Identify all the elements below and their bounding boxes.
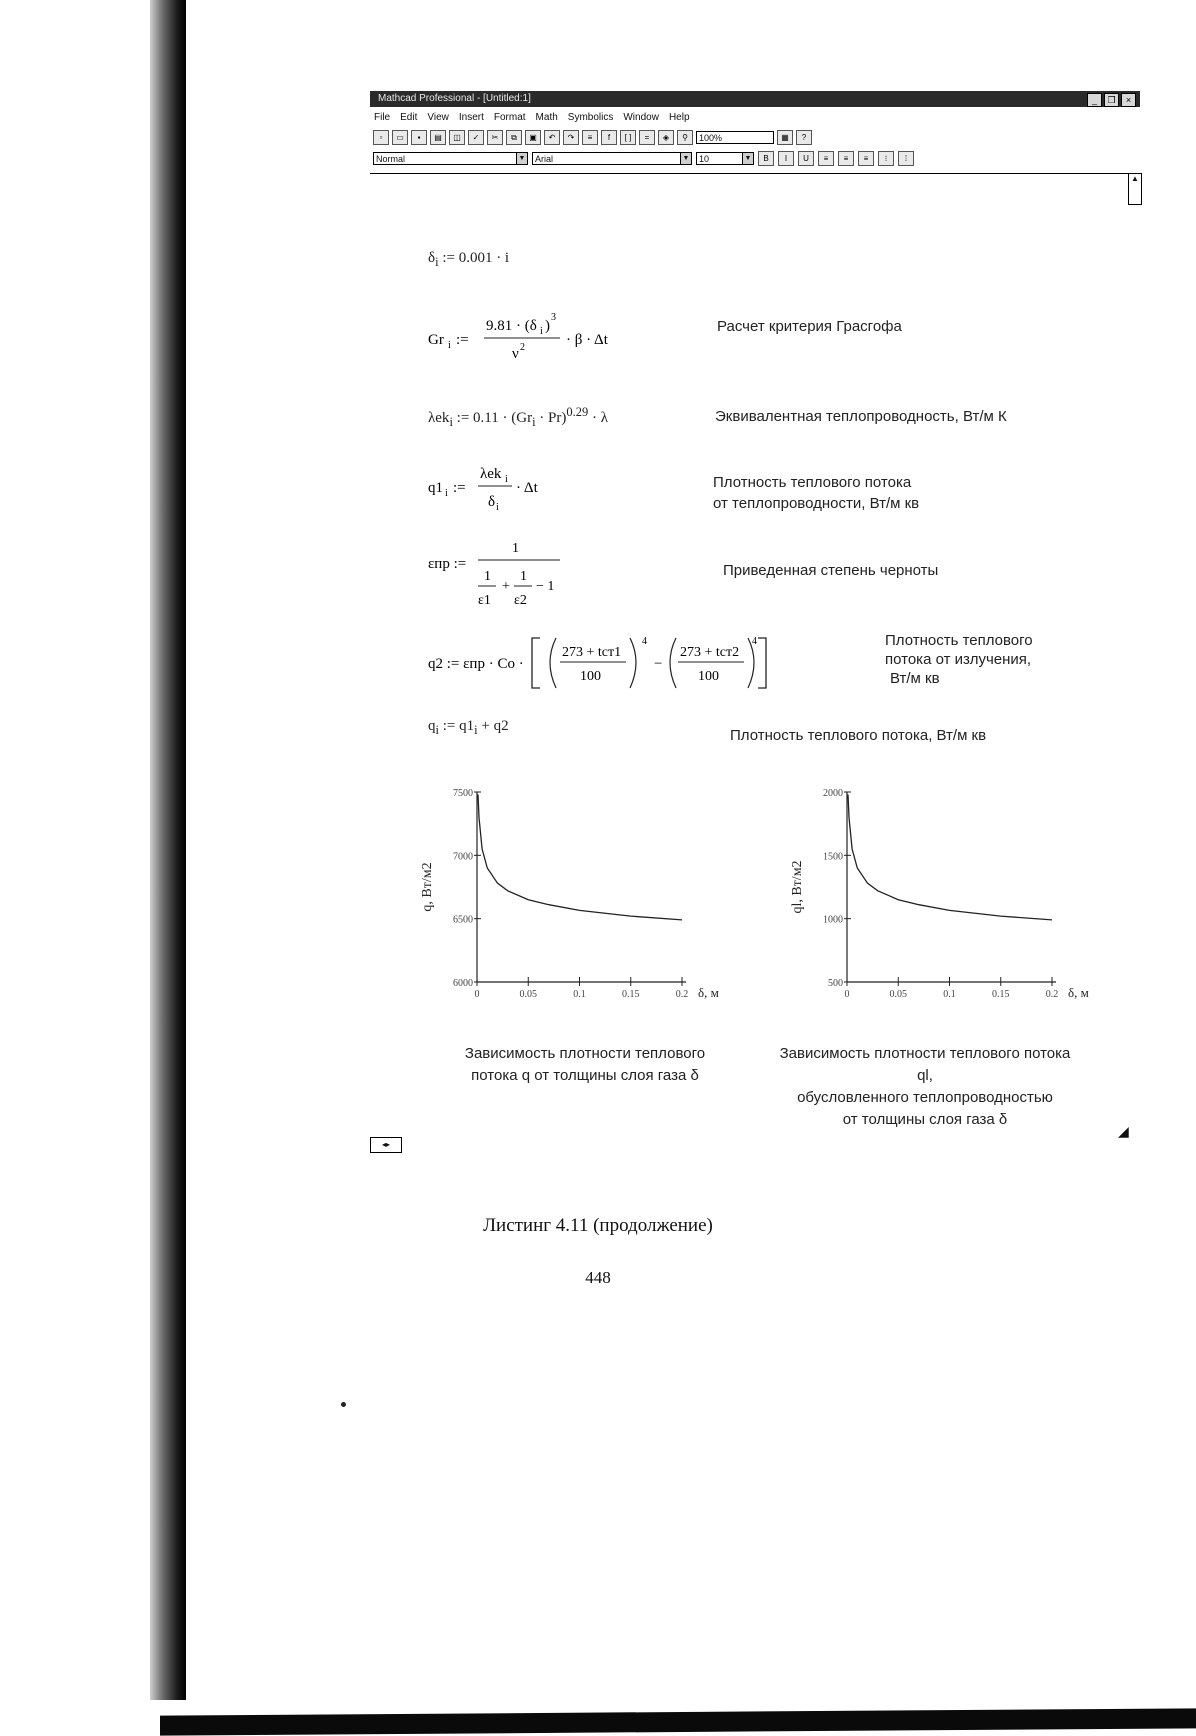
chevron-down-icon: ▼ — [516, 153, 527, 164]
menu-window[interactable]: Window — [623, 112, 659, 123]
menu-edit[interactable]: Edit — [400, 112, 418, 123]
svg-text:9.81 · (δ: 9.81 · (δ — [486, 318, 537, 334]
menu-symbolics[interactable]: Symbolics — [567, 112, 614, 123]
note-q2-line3[interactable]: Вт/м кв — [890, 670, 940, 687]
y-tick-label: 1500 — [823, 851, 843, 863]
svg-text:λek: λek — [480, 466, 502, 482]
help-icon[interactable]: ? — [796, 130, 812, 145]
svg-text:273 + tст1: 273 + tст1 — [562, 645, 622, 660]
bold-icon[interactable]: B — [758, 151, 774, 166]
menu-file[interactable]: File — [374, 112, 391, 123]
svg-text:ν: ν — [512, 346, 519, 362]
align-icon[interactable]: ≡ — [582, 130, 598, 145]
window-title: Mathcad Professional - [Untitled:1] — [378, 93, 531, 104]
x-tick-label: 0.05 — [519, 989, 537, 1000]
svg-text:q1: q1 — [428, 480, 443, 496]
x-tick-label: 0.1 — [943, 989, 956, 1000]
note-q1-line2[interactable]: от теплопроводности, Вт/м кв — [713, 495, 920, 512]
align-left-icon[interactable]: ≡ — [818, 151, 834, 166]
font-value: Arial — [535, 154, 554, 164]
caption-left-line1: Зависимость плотности теплового — [464, 1045, 706, 1062]
close-button[interactable]: × — [1121, 93, 1136, 107]
zoom-select[interactable]: 100% — [696, 131, 774, 144]
minimize-button[interactable]: _ — [1087, 93, 1102, 107]
caption-left-line2: потока q от толщины слоя газа δ — [471, 1067, 699, 1084]
caption-right — [760, 1043, 1090, 1131]
menu-format[interactable]: Format — [493, 112, 526, 123]
svg-text:4: 4 — [752, 636, 757, 647]
svg-text:1: 1 — [484, 569, 491, 584]
series-line — [848, 795, 1052, 920]
component-icon[interactable]: ◈ — [658, 130, 674, 145]
svg-text:εпр :=: εпр := — [428, 556, 467, 572]
formatting-toolbar — [370, 150, 1140, 167]
x-tick-label: 0.1 — [573, 989, 586, 1000]
svg-text:2: 2 — [520, 342, 525, 353]
calculate-icon[interactable]: = — [639, 130, 655, 145]
chevron-down-icon: ▼ — [680, 153, 691, 164]
caption-right-line1: Зависимость плотности теплового потока — [779, 1045, 1071, 1062]
svg-text:1: 1 — [512, 541, 519, 556]
underline-icon[interactable]: U — [798, 151, 814, 166]
style-value: Normal — [376, 154, 406, 164]
svg-text:): ) — [545, 318, 550, 334]
style-select[interactable] — [373, 152, 528, 165]
font-size-value: 10 — [699, 154, 710, 164]
y-tick-label: 1000 — [823, 914, 843, 926]
new-icon[interactable]: ▫ — [373, 130, 389, 145]
y-axis-label: q, Вт/м2 — [420, 862, 435, 912]
svg-text:ε1: ε1 — [478, 593, 491, 608]
x-tick-label: 0.2 — [1045, 989, 1059, 1000]
standard-toolbar — [370, 129, 930, 146]
svg-text::=: := — [456, 332, 469, 348]
book-spine-shadow — [150, 0, 186, 1700]
x-tick-label: 0.15 — [622, 989, 640, 1000]
ink-speck — [341, 1402, 346, 1407]
svg-text:· β · Δt: · β · Δt — [566, 332, 608, 348]
svg-text:− 1: − 1 — [536, 579, 555, 594]
italic-icon[interactable]: I — [778, 151, 794, 166]
x-axis-label: δ, м — [1068, 985, 1089, 1000]
plot-q[interactable] — [415, 780, 765, 1015]
svg-text:i: i — [496, 502, 499, 513]
spell-check-icon[interactable]: ✓ — [468, 130, 484, 145]
page-bottom-shadow — [160, 1708, 1196, 1735]
svg-text:1: 1 — [520, 569, 527, 584]
y-tick-label: 2000 — [823, 788, 843, 799]
y-tick-label: 7500 — [453, 788, 473, 799]
svg-text:+: + — [502, 579, 510, 594]
plot-q-svg — [415, 780, 765, 1010]
menu-insert[interactable]: Insert — [458, 112, 484, 123]
note-emissivity[interactable]: Приведенная степень черноты — [723, 562, 939, 579]
listing-caption: Листинг 4.11 (продолжение) — [483, 1215, 713, 1236]
menu-view[interactable]: View — [427, 112, 449, 123]
align-center-icon[interactable]: ≡ — [838, 151, 854, 166]
svg-text:−: − — [654, 656, 663, 672]
plot-ql[interactable] — [785, 780, 1135, 1015]
save-icon[interactable]: ▪ — [411, 130, 427, 145]
svg-text:i: i — [445, 488, 448, 499]
svg-text:ε2: ε2 — [514, 593, 527, 608]
y-tick-label: 6500 — [453, 914, 473, 926]
formula-eps-pr[interactable] — [428, 540, 568, 617]
formula-q1[interactable] — [428, 460, 548, 521]
numbering-icon[interactable]: ⁞ — [898, 151, 914, 166]
svg-text:q2 := εпр · Co ·: q2 := εпр · Co · — [428, 656, 524, 672]
menu-bar — [370, 110, 1140, 125]
redo-icon[interactable]: ↷ — [563, 130, 579, 145]
y-axis-label: ql, Вт/м2 — [790, 860, 805, 914]
font-select[interactable] — [532, 152, 692, 165]
copy-icon[interactable]: ⧉ — [506, 130, 522, 145]
y-tick-label: 7000 — [453, 851, 473, 863]
print-preview-icon[interactable]: ◫ — [449, 130, 465, 145]
horizontal-scrollbar[interactable]: ◂▸ — [370, 1137, 402, 1153]
cut-icon[interactable]: ✂ — [487, 130, 503, 145]
note-q2-line2[interactable]: потока от излучения, — [885, 651, 1032, 668]
svg-text:i: i — [505, 474, 508, 485]
font-size-select[interactable] — [696, 152, 754, 165]
x-axis-label: δ, м — [698, 985, 719, 1000]
svg-text:100: 100 — [698, 669, 719, 684]
undo-icon[interactable]: ↶ — [544, 130, 560, 145]
svg-text:i: i — [540, 326, 543, 337]
menu-help[interactable]: Help — [668, 112, 690, 123]
formula-lambda-ek[interactable]: λek$_i$ := $0.11 \cdot (Gr_i \cdot Pr)^{0.29} \cdot \lambda$ — [428, 405, 609, 429]
plot-ql-svg — [785, 780, 1135, 1010]
svg-text::=: := — [453, 480, 466, 496]
align-right-icon[interactable]: ≡ — [858, 151, 874, 166]
x-tick-label: 0.05 — [889, 989, 907, 1000]
restore-button[interactable]: ❐ — [1104, 93, 1119, 107]
menu-math[interactable]: Math — [535, 112, 558, 123]
x-tick-label: 0 — [474, 989, 480, 1000]
resize-grip-icon[interactable]: ◢ — [1118, 1123, 1129, 1139]
paste-icon[interactable]: ▣ — [525, 130, 541, 145]
caption-right-line2: ql, — [917, 1067, 933, 1084]
insert-unit-icon[interactable]: [ ] — [620, 130, 636, 145]
title-bar — [370, 91, 1140, 107]
note-q2-line1[interactable]: Плотность теплового — [885, 632, 1033, 649]
caption-left — [420, 1043, 750, 1087]
series-line — [478, 795, 682, 920]
insert-function-icon[interactable]: f — [601, 130, 617, 145]
caption-right-line4: от толщины слоя газа δ — [842, 1111, 1008, 1128]
y-tick-label: 6000 — [453, 978, 473, 989]
svg-text:· Δt: · Δt — [516, 480, 538, 496]
y-tick-label: 500 — [828, 978, 843, 989]
formula-q2[interactable] — [428, 632, 768, 699]
svg-text:273 + tст2: 273 + tст2 — [680, 645, 740, 660]
x-tick-label: 0 — [844, 989, 850, 1000]
svg-text:3: 3 — [551, 312, 556, 323]
svg-text:δ: δ — [488, 494, 496, 510]
chevron-down-icon: ▼ — [742, 153, 753, 164]
formula-q-total[interactable]: $q_i$ := $q1_i + q2$ — [428, 718, 509, 737]
x-tick-label: 0.15 — [992, 989, 1010, 1000]
formula-grashof[interactable] — [428, 306, 618, 373]
svg-text:i: i — [448, 340, 451, 351]
vertical-scrollbar[interactable]: ▲ — [1128, 173, 1142, 205]
note-q-total[interactable]: Плотность теплового потока, Вт/м кв — [730, 727, 987, 744]
note-q1-line1[interactable]: Плотность теплового потока — [713, 474, 912, 491]
svg-text:100: 100 — [580, 669, 601, 684]
print-icon[interactable]: ▤ — [430, 130, 446, 145]
bullets-icon[interactable]: ⁝ — [878, 151, 894, 166]
x-tick-label: 0.2 — [675, 989, 689, 1000]
open-icon[interactable]: ▭ — [392, 130, 408, 145]
chart-icon[interactable]: ▦ — [777, 130, 793, 145]
note-equiv-conductivity[interactable]: Эквивалентная теплопроводность, Вт/м К — [715, 408, 1007, 425]
window-controls — [1087, 91, 1136, 107]
svg-text:4: 4 — [642, 636, 647, 647]
resource-icon[interactable]: ⚲ — [677, 130, 693, 145]
svg-text:Gr: Gr — [428, 332, 444, 348]
note-grashof[interactable]: Расчет критерия Грасгофа — [717, 318, 902, 335]
page-number: 448 — [585, 1268, 611, 1287]
formula-delta[interactable]: $\delta_i$ := 0.001 · i — [428, 250, 510, 269]
caption-right-line3: обусловленного теплопроводностью — [797, 1089, 1053, 1106]
